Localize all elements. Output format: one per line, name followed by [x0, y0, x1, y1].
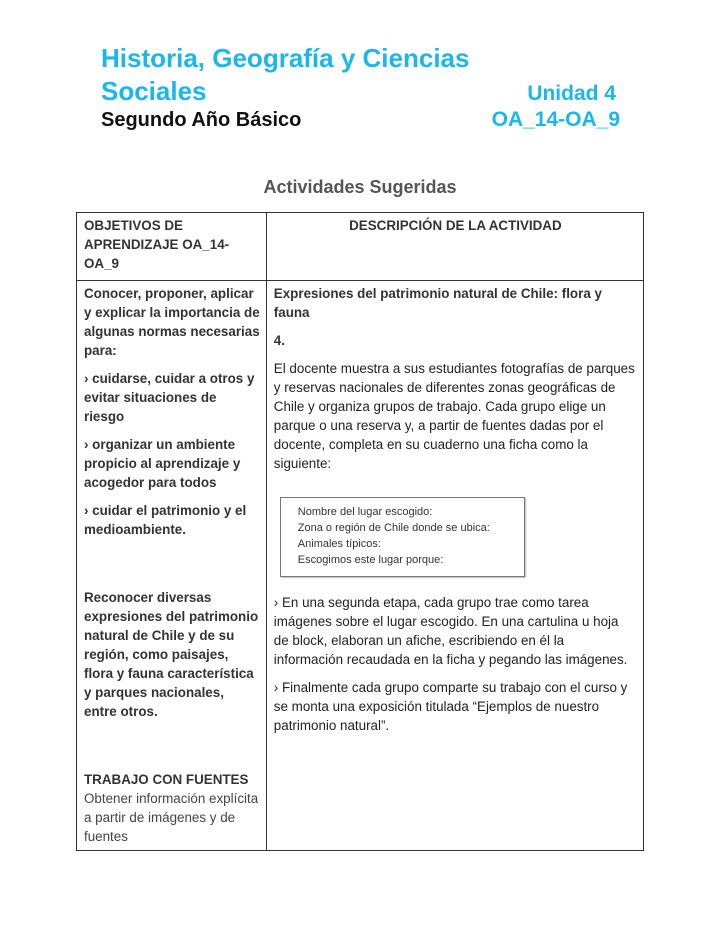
skill-title: TRABAJO CON FUENTES [84, 772, 249, 787]
skill-text: Obtener información explícita a partir de imágenes y de fuentes [84, 791, 259, 844]
activity-paragraph: El docente muestra a sus estudiantes fotografías de parques y reservas nacionales de diferentes zonas geográficas de Chile y organiza grupos de trabajo. Cada grupo elige un parque o una reserva y, a partir de fuentes dadas por el docente, completa en su cuaderno una ficha como la siguiente: [273, 361, 635, 471]
ficha-box [280, 497, 525, 577]
table-row [77, 281, 644, 851]
activity-number: 4. [273, 333, 285, 348]
activity-paragraph: › Finalmente cada grupo comparte su trabajo con el curso y se monta una exposición titulada “Ejemplos de nuestro patrimonio natural”. [273, 680, 628, 733]
objetivo-intro: Conocer, proponer, aplicar y explicar la importancia de algunas normas necesarias para: [84, 286, 260, 358]
grade-subtitle: Segundo Año Básico [101, 109, 302, 131]
ficha-line: Nombre del lugar escogido: [297, 506, 433, 518]
table-header-row [77, 213, 644, 281]
activity-title: Expresiones del patrimonio natural de Chile: flora y fauna [273, 286, 602, 320]
objetivo-item: › cuidarse, cuidar a otros y evitar situaciones de riesgo [84, 371, 255, 424]
objetivos-cell [77, 281, 267, 851]
ficha-line: Animales típicos: [297, 538, 381, 550]
objetivo-item: › organizar un ambiente propicio al aprendizaje y acogedor para todos [84, 437, 241, 490]
ficha-line: Escogimos este lugar porque: [297, 554, 444, 566]
unit-label: Unidad 4 [527, 82, 616, 105]
header-descripcion: DESCRIPCIÓN DE LA ACTIVIDAD [266, 213, 643, 281]
oa-code: OA_14-OA_9 [491, 108, 620, 131]
document-title-line2: Sociales [101, 76, 207, 106]
section-title: Actividades Sugeridas [263, 177, 457, 197]
activity-paragraph: › En una segunda etapa, cada grupo trae como tarea imágenes sobre el lugar escogido. En una cartulina u hoja de block, elaboran un afiche, escribiendo en él la información recaudada en la ficha y pegando las imágenes. [273, 595, 628, 667]
objetivo-item: › cuidar el patrimonio y el medioambiente. [84, 503, 247, 537]
descripcion-cell [266, 281, 643, 851]
header-objetivos: OBJETIVOS DE APRENDIZAJE OA_14-OA_9 [77, 213, 267, 281]
activities-table [76, 212, 644, 851]
document-title: Historia, Geografía y Ciencias [101, 43, 470, 73]
objetivo-reconocer: Reconocer diversas expresiones del patrimonio natural de Chile y de su región, como paisajes, flora y fauna característica y parques nacionales, entre otros. [84, 590, 259, 719]
ficha-line: Zona o región de Chile donde se ubica: [297, 522, 490, 534]
